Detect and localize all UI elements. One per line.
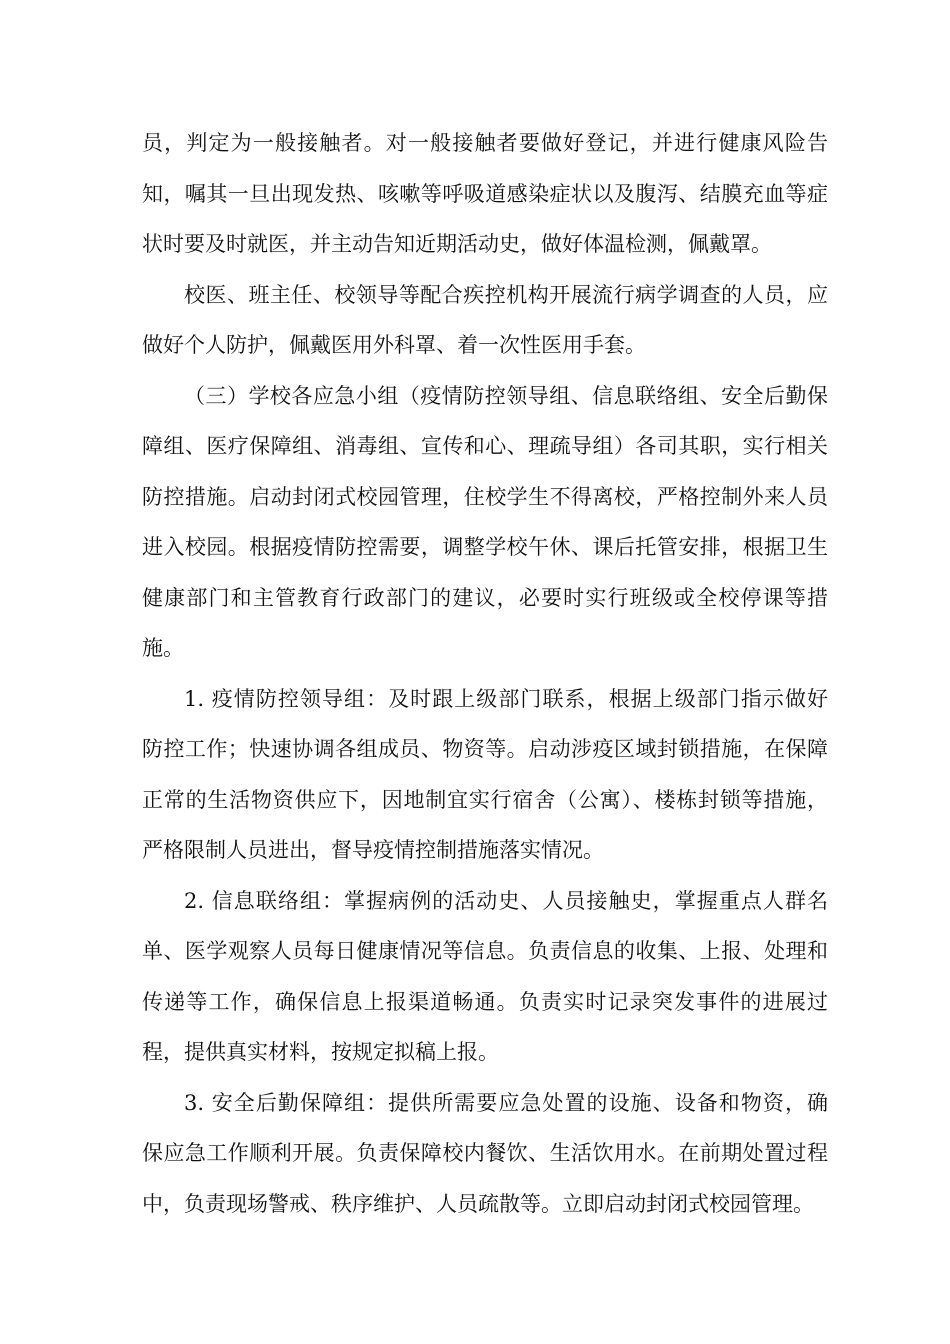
paragraph-logistics-group [142, 1078, 828, 1230]
text-line: 传递等工作，确保信息上报渠道畅通。负责实时记录突发事件的进展过 [142, 989, 828, 1014]
text-line: 障组、医疗保障组、消毒组、宣传和心、理疏导组）各司其职，实行相关 [142, 434, 828, 458]
text-line: 程，提供真实材料，按规定拟稿上报。 [142, 1040, 499, 1064]
text-line: 做好个人防护，佩戴医用外科罩、着一次性医用手套。 [142, 333, 646, 357]
paragraph-information-group [142, 876, 828, 1078]
text-line: 防控措施。启动封闭式校园管理，住校学生不得离校，严格控制外来人员 [142, 484, 828, 509]
text-line: 正常的生活物资供应下，因地制宜实行宿舍（公寓）、楼栋封锁等措施， [142, 787, 828, 812]
text-line: 单、医学观察人员每日健康情况等信息。负责信息的收集、上报、处理和 [142, 939, 828, 963]
text-line: 中，负责现场警戒、秩序维护、人员疏散等。立即启动封闭式校园管理。 [142, 1191, 814, 1216]
document-body [142, 118, 828, 1229]
paragraph-leadership-group [142, 674, 828, 876]
text-line: 施。 [142, 636, 184, 660]
text-line: 状时要及时就医，并主动告知近期活动史，做好体温检测，佩戴罩。 [142, 232, 772, 256]
text-line: 员，判定为一般接触者。对一般接触者要做好登记，并进行健康风险告 [142, 131, 828, 155]
paragraph-personal-protection [142, 270, 828, 371]
text-line: 3. 安全后勤保障组：提供所需要应急处置的设施、设备和物资，确 [184, 1090, 828, 1115]
text-line: （三）学校各应急小组（疫情防控领导组、信息联络组、安全后勤保 [184, 383, 828, 408]
text-line: 健康部门和主管教育行政部门的建议，必要时实行班级或全校停课等措 [142, 585, 828, 610]
paragraph-emergency-groups [142, 371, 828, 674]
text-line: 严格限制人员进出，督导疫情控制措施落实情况。 [142, 838, 604, 862]
text-line: 校医、班主任、校领导等配合疾控机构开展流行病学调查的人员，应 [184, 282, 828, 307]
text-line: 防控工作；快速协调各组成员、物资等。启动涉疫区域封锁措施，在保障 [142, 737, 828, 761]
text-line: 2. 信息联络组：掌握病例的活动史、人员接触史，掌握重点人群名 [184, 888, 828, 913]
text-line: 知，嘱其一旦出现发热、咳嗽等呼吸道感染症状以及腹泻、结膜充血等症 [142, 181, 828, 206]
text-line: 保应急工作顺利开展。负责保障校内餐饮、生活饮用水。在前期处置过程 [142, 1141, 828, 1165]
paragraph-contact-registration [142, 118, 828, 270]
text-line: 1. 疫情防控领导组：及时跟上级部门联系，根据上级部门指示做好 [184, 686, 828, 711]
text-line: 进入校园。根据疫情防控需要，调整学校午休、课后托管安排，根据卫生 [142, 535, 828, 559]
